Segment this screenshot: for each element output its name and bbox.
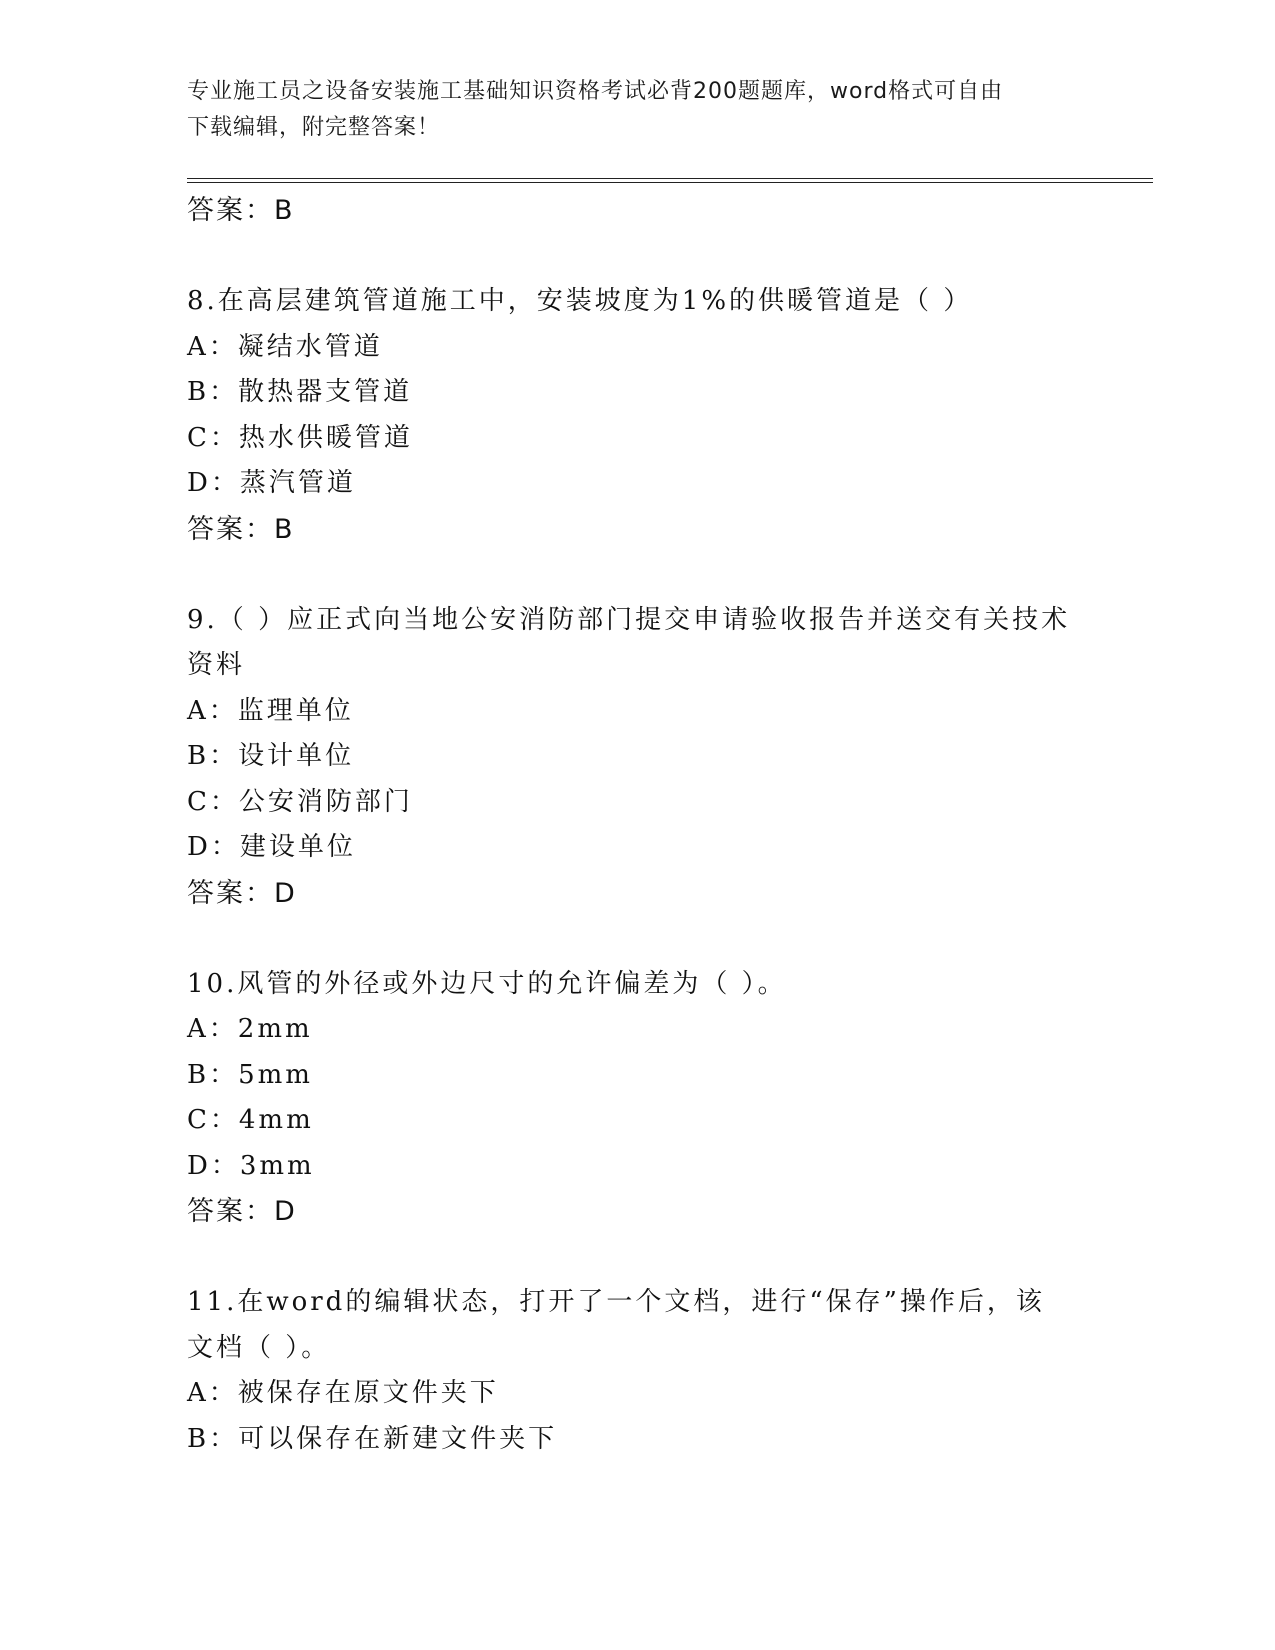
option-b: B：可以保存在新建文件夹下 <box>187 1423 558 1454</box>
question-stem-continued: 文档（ ）。 <box>187 1332 331 1363</box>
question-stem: 11.在word的编辑状态，打开了一个文档，进行“保存”操作后，该 <box>187 1287 1045 1317</box>
option-b: B：设计单位 <box>187 741 355 771</box>
option-d: D：建设单位 <box>187 832 356 862</box>
answer-line: 答案：D <box>187 877 297 909</box>
option-d: D：3mm <box>187 1150 315 1181</box>
spacer <box>187 552 1087 598</box>
option-b: B：5mm <box>187 1059 313 1090</box>
option-a: A：监理单位 <box>187 695 354 726</box>
question-stem: 10.风管的外径或外边尺寸的允许偏差为（ ）。 <box>187 968 787 999</box>
document-header <box>187 74 1067 146</box>
question-item <box>187 1280 1087 1462</box>
option-a: A：被保存在原文件夹下 <box>187 1378 499 1408</box>
option-c: C：4mm <box>187 1105 314 1135</box>
option-a: A：2mm <box>187 1014 313 1044</box>
header-line-2: 下载编辑，附完整答案！ <box>187 115 441 140</box>
question-stem-continued: 资料 <box>187 650 246 680</box>
option-a: A：凝结水管道 <box>187 331 383 362</box>
option-c: C：公安消防部门 <box>187 786 413 817</box>
option-c: C：热水供暖管道 <box>187 422 413 453</box>
answer-line: 答案：B <box>187 195 295 226</box>
header-divider-bottom <box>187 182 1153 183</box>
question-item <box>187 962 1087 1235</box>
question-item <box>187 598 1087 917</box>
option-b: B：散热器支管道 <box>187 377 413 407</box>
answer-line: 答案：D <box>187 1196 297 1227</box>
spacer <box>187 916 1087 962</box>
header-line-1: 专业施工员之设备安装施工基础知识资格考试必背200题题库，word格式可自由 <box>187 79 1004 104</box>
question-stem: 9.（ ）应正式向当地公安消防部门提交申请验收报告并送交有关技术 <box>187 604 1071 635</box>
question-list <box>187 188 1087 1462</box>
question-stem: 8.在高层建筑管道施工中，安装坡度为1%的供暖管道是（ ） <box>187 286 973 316</box>
answer-line: 答案：B <box>187 513 295 545</box>
option-d: D：蒸汽管道 <box>187 468 356 498</box>
spacer <box>187 1235 1087 1281</box>
spacer <box>187 234 1087 280</box>
question-item <box>187 279 1087 552</box>
header-divider-top <box>187 178 1153 179</box>
